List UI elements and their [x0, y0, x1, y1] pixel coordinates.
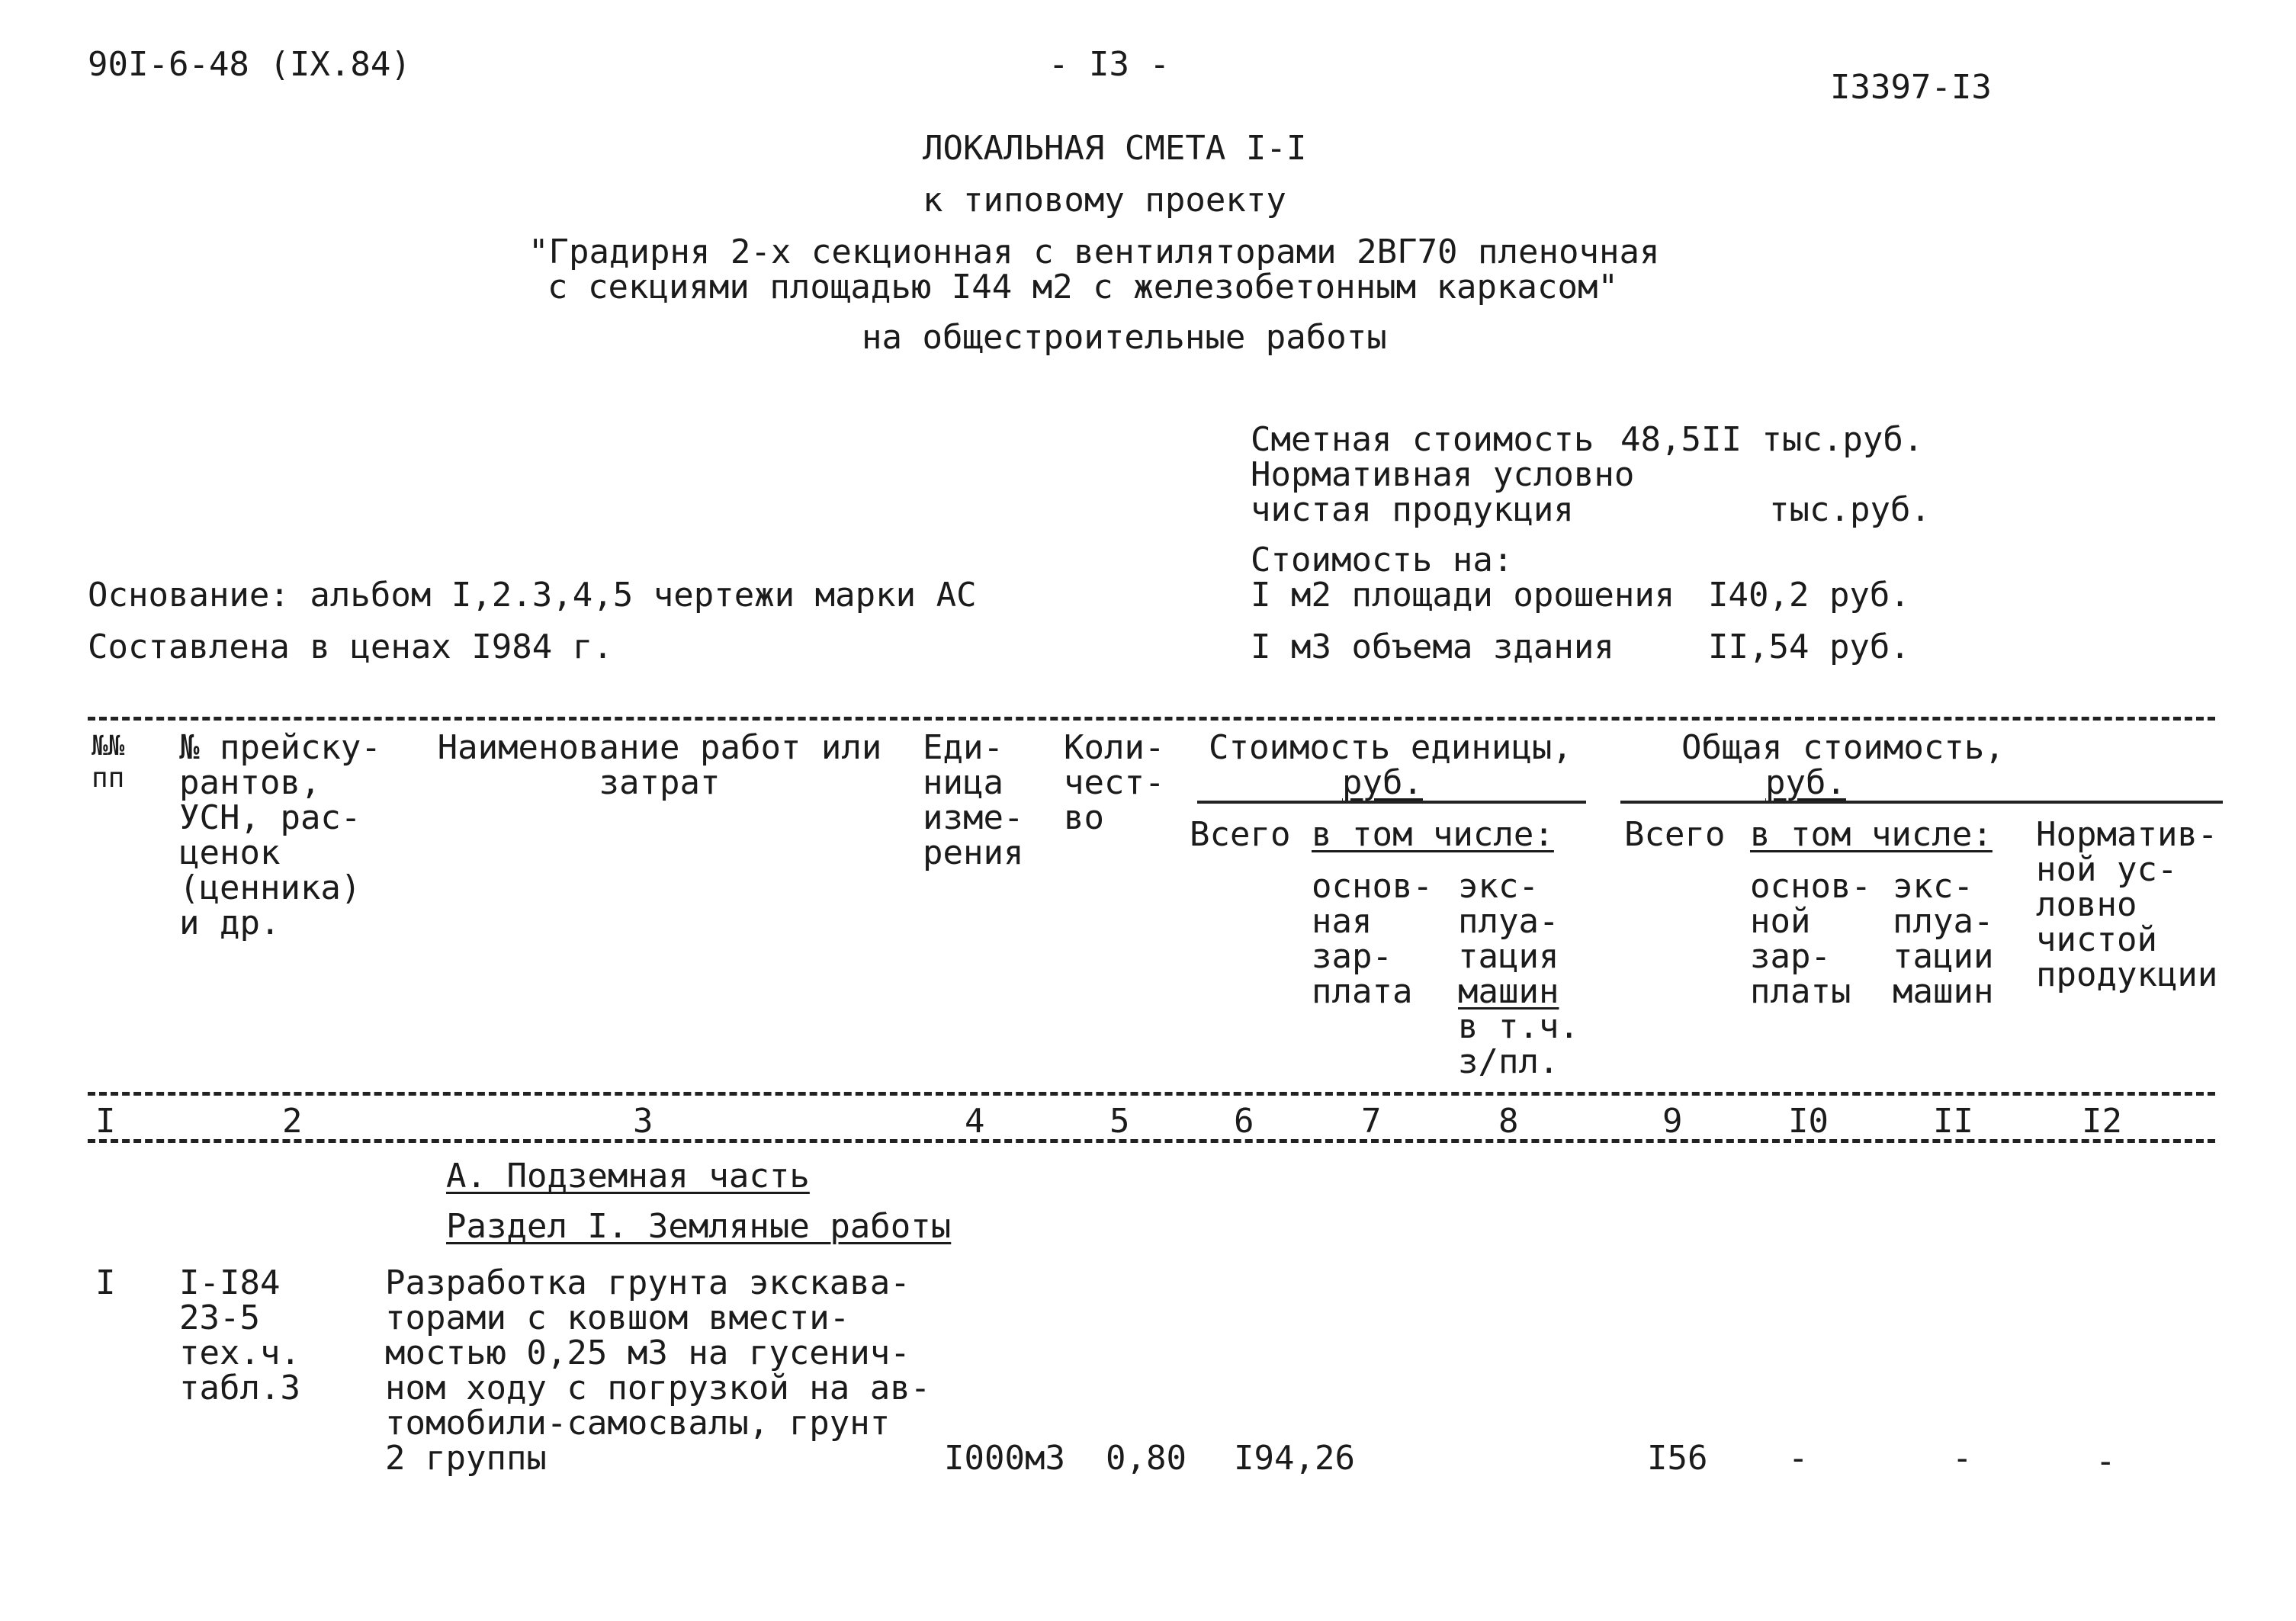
col-num-5: 5	[1109, 1102, 1130, 1141]
col-header-base-wage: основ- ная зар- плата	[1312, 867, 1433, 1011]
page-number: - I3 -	[1048, 45, 1170, 84]
project-name-line1: "Градирня 2-х секционная с вентиляторами 2ВГ70 пленочная	[528, 233, 1660, 271]
estimated-cost-label: Сметная стоимость	[1251, 420, 1594, 459]
prices-line: Составлена в ценах I984 г.	[88, 628, 613, 666]
row1-col11: -	[1952, 1439, 1973, 1478]
col-num-2: 2	[282, 1102, 303, 1141]
archive-stamp: I3397-I3	[1830, 68, 1992, 107]
col-header-price-ref: № прейску- рантов, УСН, рас- ценок (ценника) и др.	[179, 728, 381, 942]
section-a-heading	[446, 1159, 810, 1194]
basis-line: Основание: альбом I,2.3,4,5 чертежи марки АС	[88, 576, 977, 615]
col-num-12: I2	[2082, 1102, 2122, 1141]
col-num-3: 3	[633, 1102, 653, 1141]
col-num-10: I0	[1788, 1102, 1829, 1141]
number-row-rule	[88, 1139, 2215, 1143]
per-m3-value: II,54 руб.	[1708, 628, 1910, 666]
col-num-4: 4	[965, 1102, 985, 1141]
col-num-8: 8	[1498, 1102, 1519, 1141]
row1-quantity: 0,80	[1106, 1439, 1187, 1478]
row1-number: I	[95, 1263, 116, 1302]
total-cost-all: Всего	[1624, 815, 1726, 854]
total-cost-including: в том числе:	[1750, 815, 1993, 854]
col-header-quantity: Коли- чест- во	[1064, 728, 1165, 837]
doc-subtitle: к типовому проекту	[923, 181, 1286, 220]
col-num-9: 9	[1662, 1102, 1683, 1141]
project-name-line2: с секциями площадью I44 м2 с железобетонным каркасом"	[548, 268, 1618, 307]
table-top-rule	[88, 717, 2215, 721]
per-m2-label: I м2 площади орошения	[1251, 576, 1675, 615]
section-a-text: А. Подземная часть	[446, 1157, 810, 1196]
cost-per-label: Стоимость на:	[1251, 541, 1514, 579]
section-1-heading: Раздел I. Земляные работы	[446, 1207, 952, 1246]
normative-label-2: чистая продукция	[1251, 490, 1574, 529]
row1-col10: -	[1788, 1439, 1809, 1478]
total-cost-header: Общая стоимость,	[1681, 728, 2005, 767]
col-header-normative-net: Норматив- ной ус- ловно чистой продукции	[2036, 815, 2218, 994]
col-header-unit: Еди- ница изме- рения	[923, 728, 1024, 872]
col-header-work-name: Наименование работ или затрат	[437, 728, 882, 802]
col-header-machines: машин	[1458, 972, 1559, 1011]
total-cost-rule	[1620, 801, 2223, 804]
unit-cost-including: в том числе:	[1312, 815, 1554, 854]
row1-description: Разработка грунта экскава- торами с ковшом вмести- мостью 0,25 м3 на гусенич- ном ходу с погрузкой на ав- томобили-самосвалы, грунт 2 группы	[385, 1263, 931, 1478]
col-header-machines-total: экс- плуа- тации машин	[1893, 867, 1994, 1011]
normative-label-1: Нормативная условно	[1251, 455, 1635, 494]
per-m2-value: I40,2 руб.	[1708, 576, 1910, 615]
col-header-machine-operation: экс- плуа- тация	[1458, 867, 1559, 976]
work-type: на общестроительные работы	[862, 318, 1387, 357]
col-num-11: II	[1933, 1102, 1973, 1141]
col-header-incl-wage: в т.ч. з/пл.	[1458, 1007, 1579, 1081]
col-num-7: 7	[1361, 1102, 1382, 1141]
col-num-1: I	[95, 1102, 116, 1141]
col-num-6: 6	[1234, 1102, 1254, 1141]
unit-cost-all: Всего	[1190, 815, 1291, 854]
unit-cost-rule	[1197, 801, 1586, 804]
col-header-num: №№ пп	[92, 730, 125, 794]
row1-unit: I000м3	[944, 1439, 1065, 1478]
row1-price-ref: I-I84 23-5 тех.ч. табл.3	[179, 1263, 300, 1408]
row1-unit-price: I94,26	[1234, 1439, 1355, 1478]
unit-cost-header: Стоимость единицы,	[1209, 728, 1572, 767]
normative-unit: тыс.руб.	[1769, 490, 1931, 529]
row1-col12: -	[2095, 1442, 2116, 1481]
header-bottom-rule	[88, 1092, 2215, 1096]
estimated-cost-value: 48,5II тыс.руб.	[1620, 420, 1924, 459]
total-cost-currency: руб.	[1765, 763, 1846, 802]
per-m3-label: I м3 объема здания	[1251, 628, 1614, 666]
col-header-base-wages-total: основ- ной зар- платы	[1750, 867, 1871, 1011]
unit-cost-currency: руб.	[1342, 763, 1423, 802]
document-code: 90I-6-48 (IX.84)	[88, 45, 411, 84]
doc-title: ЛОКАЛЬНАЯ СМЕТА I-I	[923, 129, 1307, 168]
row1-total: I56	[1647, 1439, 1708, 1478]
